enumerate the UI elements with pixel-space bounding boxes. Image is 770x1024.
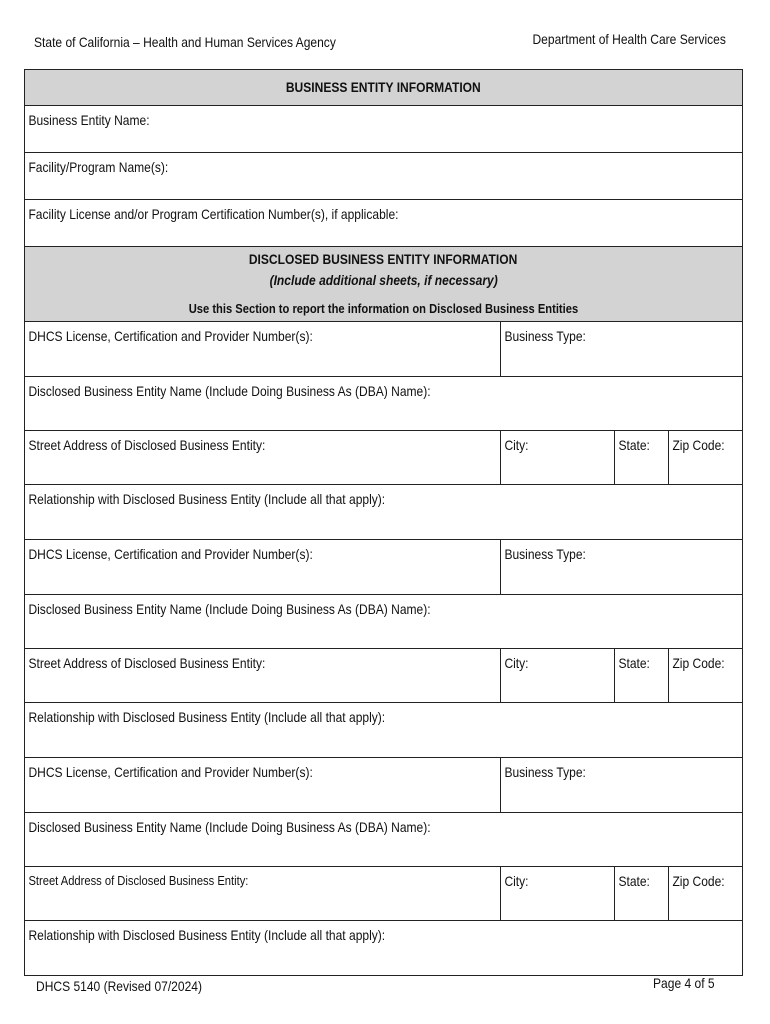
business-type-field[interactable] [501,322,743,377]
zip-code-field[interactable] [669,867,743,921]
facility-license-field[interactable] [25,200,743,247]
state-label: State: [618,655,650,671]
header-agency: State of California – Health and Human Services Agency [34,34,336,50]
relationship-field[interactable] [25,921,743,976]
relationship-field[interactable] [25,703,743,758]
license-field[interactable] [25,540,501,595]
street-address-field[interactable] [25,649,501,703]
entity-name-label: Disclosed Business Entity Name (Include Doing Business As (DBA) Name): [28,383,431,399]
entity-name-field[interactable] [25,377,743,431]
relationship-label: Relationship with Disclosed Business Entity (Include all that apply): [28,709,386,725]
facility-program-name-label: Facility/Program Name(s): [28,159,169,175]
business-type-label: Business Type: [504,546,586,562]
business-type-label: Business Type: [504,328,586,344]
license-label: DHCS License, Certification and Provider Number(s): [28,764,313,780]
business-entity-section-title: BUSINESS ENTITY INFORMATION [286,78,481,95]
city-label: City: [504,655,529,671]
zip-code-label: Zip Code: [672,873,725,889]
business-type-label: Business Type: [504,764,586,780]
street-address-label: Street Address of Disclosed Business Entity: [28,437,266,453]
facility-program-name-field[interactable] [25,153,743,200]
zip-code-label: Zip Code: [672,655,725,671]
entity-name-label: Disclosed Business Entity Name (Include Doing Business As (DBA) Name): [28,601,431,617]
city-label: City: [504,437,529,453]
entity-name-label: Disclosed Business Entity Name (Include Doing Business As (DBA) Name): [28,819,431,835]
disclosed-section-title: DISCLOSED BUSINESS ENTITY INFORMATION [249,251,518,267]
license-label: DHCS License, Certification and Provider Number(s): [28,328,313,344]
disclosure-form-table [24,69,743,976]
zip-code-field[interactable] [669,649,743,703]
street-address-field[interactable] [25,431,501,485]
form-id: DHCS 5140 (Revised 07/2024) [36,978,202,994]
business-entity-section-header [25,70,743,106]
license-field[interactable] [25,758,501,813]
page-number: Page 4 of 5 [653,975,715,991]
relationship-label: Relationship with Disclosed Business Entity (Include all that apply): [28,491,386,507]
state-field[interactable] [615,649,669,703]
license-field[interactable] [25,322,501,377]
city-label: City: [504,873,529,889]
city-field[interactable] [501,649,615,703]
entity-name-field[interactable] [25,813,743,867]
business-type-field[interactable] [501,540,743,595]
street-address-field[interactable] [25,867,501,921]
business-entity-name-field[interactable] [25,106,743,153]
state-field[interactable] [615,867,669,921]
state-label: State: [618,437,650,453]
street-address-label: Street Address of Disclosed Business Entity: [28,873,249,888]
facility-license-label: Facility License and/or Program Certification Number(s), if applicable: [28,206,399,222]
zip-code-field[interactable] [669,431,743,485]
state-label: State: [618,873,650,889]
disclosed-section-header [25,247,743,322]
city-field[interactable] [501,431,615,485]
city-field[interactable] [501,867,615,921]
business-type-field[interactable] [501,758,743,813]
disclosed-section-subtitle: (Include additional sheets, if necessary) [269,272,498,288]
entity-name-field[interactable] [25,595,743,649]
street-address-label: Street Address of Disclosed Business Entity: [28,655,266,671]
business-entity-name-label: Business Entity Name: [28,112,150,128]
zip-code-label: Zip Code: [672,437,725,453]
disclosed-section-note: Use this Section to report the information on Disclosed Business Entities [188,301,579,316]
relationship-field[interactable] [25,485,743,540]
state-field[interactable] [615,431,669,485]
header-department: Department of Health Care Services [532,31,726,47]
relationship-label: Relationship with Disclosed Business Entity (Include all that apply): [28,927,386,943]
license-label: DHCS License, Certification and Provider Number(s): [28,546,313,562]
